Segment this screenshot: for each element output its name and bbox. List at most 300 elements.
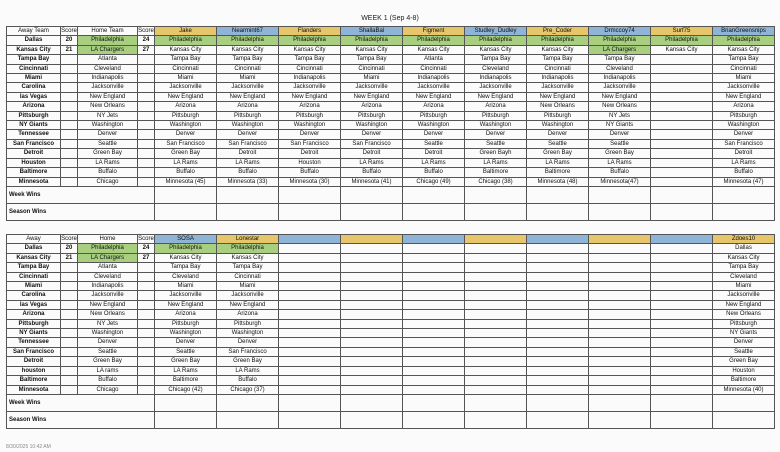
- pick-cell: Miami: [713, 74, 775, 83]
- away-score-cell: [61, 130, 78, 139]
- pick-cell: [465, 282, 527, 291]
- away-team-cell: San Francisco: [7, 347, 61, 356]
- home-score-cell: [138, 291, 155, 300]
- season-wins-cell: [403, 203, 465, 220]
- pick-cell: [403, 291, 465, 300]
- pick-cell: LA Rams: [403, 158, 465, 167]
- pick-cell: Jacksonville: [713, 291, 775, 300]
- pick-cell: Chicago (37): [217, 385, 279, 394]
- pick-cell: [279, 357, 341, 366]
- pick-cell: New England: [217, 92, 279, 101]
- away-score-cell: [61, 310, 78, 319]
- pick-cell: [279, 385, 341, 394]
- pick-cell: Chicago (42): [155, 385, 217, 394]
- pick-cell: Minnesota (41): [341, 177, 403, 186]
- pick-cell: Washington: [341, 121, 403, 130]
- pick-cell: Pittsburgh: [217, 111, 279, 120]
- home-score-cell: [138, 83, 155, 92]
- home-team-cell: LA rams: [78, 366, 138, 375]
- away-team-header: Away: [7, 235, 61, 244]
- pick-cell: Kansas City: [279, 45, 341, 54]
- pick-cell: Philadelphia: [589, 36, 651, 45]
- pick-cell: [651, 102, 713, 111]
- pick-cell: [465, 329, 527, 338]
- pick-cell: [341, 291, 403, 300]
- game-row: [7, 55, 775, 64]
- pick-cell: Buffalo: [279, 168, 341, 177]
- away-score-cell: [61, 149, 78, 158]
- week-wins-cell: [279, 394, 341, 411]
- pick-cell: [651, 111, 713, 120]
- away-team-cell: Tennessee: [7, 130, 61, 139]
- pick-cell: [589, 347, 651, 356]
- season-wins-cell: [279, 411, 341, 428]
- pick-cell: [279, 272, 341, 281]
- home-score-cell: [138, 111, 155, 120]
- pick-cell: New England: [713, 92, 775, 101]
- away-score-cell: 21: [61, 45, 78, 54]
- away-team-cell: Miami: [7, 74, 61, 83]
- pick-cell: [651, 177, 713, 186]
- pick-cell: Buffalo: [403, 168, 465, 177]
- home-team-header: Home: [78, 235, 138, 244]
- pick-cell: Cleveland: [589, 64, 651, 73]
- pick-cell: NY Jets: [589, 111, 651, 120]
- pick-cell: [527, 300, 589, 309]
- player-header: Lonestar: [217, 235, 279, 244]
- player-header: Studley_Dudley: [465, 27, 527, 36]
- home-score-cell: 27: [138, 253, 155, 262]
- player-header: [403, 235, 465, 244]
- pick-cell: LA Rams: [155, 158, 217, 167]
- pick-cell: LA Chargers: [589, 45, 651, 54]
- pick-cell: Buffalo: [217, 168, 279, 177]
- pick-cell: LA Rams: [713, 158, 775, 167]
- away-score-cell: [61, 92, 78, 101]
- pick-cell: Kansas City: [217, 45, 279, 54]
- pick-cell: Kansas City: [527, 45, 589, 54]
- pick-cell: Seattle: [403, 139, 465, 148]
- home-team-cell: Philadelphia: [78, 244, 138, 253]
- season-wins-cell: [155, 203, 217, 220]
- game-row: [7, 149, 775, 158]
- pick-cell: [341, 253, 403, 262]
- pick-cell: [403, 272, 465, 281]
- pick-cell: Baltimore: [527, 168, 589, 177]
- home-team-cell: Seattle: [78, 139, 138, 148]
- pick-cell: Minnesota (30): [279, 177, 341, 186]
- pick-cell: Pittsburgh: [403, 111, 465, 120]
- away-team-cell: Carolina: [7, 83, 61, 92]
- pick-cell: Jacksonville: [527, 83, 589, 92]
- home-score-cell: [138, 310, 155, 319]
- season-wins-cell: [217, 411, 279, 428]
- bottom-picks-table: [6, 234, 775, 429]
- away-team-cell: Kansas City: [7, 253, 61, 262]
- pick-cell: [403, 300, 465, 309]
- pick-cell: [527, 357, 589, 366]
- pick-cell: Minnesota (48): [527, 177, 589, 186]
- home-team-cell: Green Bay: [78, 149, 138, 158]
- season-wins-cell: [279, 203, 341, 220]
- home-team-cell: New England: [78, 300, 138, 309]
- pick-cell: [279, 376, 341, 385]
- pick-cell: Arizona: [217, 102, 279, 111]
- player-header: [341, 235, 403, 244]
- pick-cell: LA Rams: [217, 366, 279, 375]
- pick-cell: NY Giants: [713, 329, 775, 338]
- pick-cell: [403, 282, 465, 291]
- game-row: [7, 158, 775, 167]
- season-wins-cell: [589, 203, 651, 220]
- pick-cell: [465, 263, 527, 272]
- pick-cell: Indianapolis: [527, 74, 589, 83]
- pick-cell: Washington: [217, 329, 279, 338]
- game-row: [7, 329, 775, 338]
- pick-cell: San Francisco: [341, 139, 403, 148]
- home-team-cell: LA Rams: [78, 158, 138, 167]
- away-team-cell: Tennessee: [7, 338, 61, 347]
- pick-cell: [465, 253, 527, 262]
- week-wins-cell: [403, 394, 465, 411]
- pick-cell: [527, 263, 589, 272]
- home-score-header: Score: [138, 236, 154, 242]
- pick-cell: LA Rams: [527, 158, 589, 167]
- week-wins-cell: [465, 394, 527, 411]
- pick-cell: Pittsburgh: [217, 319, 279, 328]
- away-team-cell: Miami: [7, 282, 61, 291]
- pick-cell: [651, 55, 713, 64]
- home-team-cell: LA Chargers: [78, 253, 138, 262]
- home-score-cell: [138, 102, 155, 111]
- pick-cell: [651, 366, 713, 375]
- home-team-cell: LA Chargers: [78, 45, 138, 54]
- sheet-title: WEEK 1 (Sep 4-8): [361, 15, 419, 22]
- pick-cell: Kansas City: [341, 45, 403, 54]
- game-row: [7, 36, 775, 45]
- pick-cell: Washington: [279, 121, 341, 130]
- pick-cell: [589, 338, 651, 347]
- away-team-cell: houston: [7, 366, 61, 375]
- away-score-cell: [61, 102, 78, 111]
- pick-cell: [589, 319, 651, 328]
- pick-cell: [589, 282, 651, 291]
- home-team-cell: Philadelphia: [78, 36, 138, 45]
- pick-cell: [589, 357, 651, 366]
- home-team-cell: Atlanta: [78, 55, 138, 64]
- pick-cell: Arizona: [155, 310, 217, 319]
- away-team-cell: Cincinnati: [7, 272, 61, 281]
- home-team-cell: New Orleans: [78, 310, 138, 319]
- week-wins-cell: [403, 186, 465, 203]
- game-row: [7, 319, 775, 328]
- pick-cell: [465, 291, 527, 300]
- week-wins-cell: [713, 394, 775, 411]
- pick-cell: Washington: [155, 121, 217, 130]
- pick-cell: Philadelphia: [155, 36, 217, 45]
- pick-cell: Minnesota(47): [589, 177, 651, 186]
- away-team-cell: Tampa Bay: [7, 263, 61, 272]
- season-wins-row: [7, 203, 775, 220]
- pick-cell: Kansas City: [217, 253, 279, 262]
- game-row: [7, 121, 775, 130]
- game-row: [7, 45, 775, 54]
- away-score-cell: [61, 111, 78, 120]
- pick-cell: Indianapolis: [403, 74, 465, 83]
- away-team-cell: Kansas City: [7, 45, 61, 54]
- pick-cell: Cleveland: [713, 272, 775, 281]
- pick-cell: Seattle: [527, 139, 589, 148]
- pick-cell: [527, 272, 589, 281]
- pick-cell: Chicago (49): [403, 177, 465, 186]
- away-score-cell: [61, 139, 78, 148]
- home-score-cell: 24: [138, 36, 155, 45]
- home-team-cell: Denver: [78, 338, 138, 347]
- pick-cell: [651, 121, 713, 130]
- pick-cell: Kansas City: [155, 45, 217, 54]
- pick-cell: [651, 139, 713, 148]
- pick-cell: Washington: [403, 121, 465, 130]
- pick-cell: [527, 338, 589, 347]
- away-score-cell: [61, 272, 78, 281]
- pick-cell: [403, 385, 465, 394]
- season-wins-cell: [217, 203, 279, 220]
- pick-cell: [341, 347, 403, 356]
- home-score-cell: [138, 385, 155, 394]
- pick-cell: [527, 310, 589, 319]
- pick-cell: Detroit: [217, 149, 279, 158]
- player-header: Figment: [403, 27, 465, 36]
- pick-cell: San Francisco: [713, 139, 775, 148]
- pick-cell: Atlanta: [403, 55, 465, 64]
- away-score-cell: [61, 121, 78, 130]
- pick-cell: LA Rams: [155, 366, 217, 375]
- pick-cell: Jacksonville: [341, 83, 403, 92]
- home-team-cell: Chicago: [78, 385, 138, 394]
- pick-cell: Green Bay: [527, 149, 589, 158]
- pick-cell: Philadelphia: [527, 36, 589, 45]
- pick-cell: Philadelphia: [279, 36, 341, 45]
- pick-cell: Indianapolis: [465, 74, 527, 83]
- away-score-cell: [61, 300, 78, 309]
- pick-cell: [589, 300, 651, 309]
- pick-cell: [465, 347, 527, 356]
- pick-cell: Green Bay: [589, 149, 651, 158]
- pick-cell: [279, 263, 341, 272]
- pick-cell: [527, 385, 589, 394]
- pick-cell: [527, 347, 589, 356]
- away-team-cell: Arizona: [7, 102, 61, 111]
- pick-cell: [651, 168, 713, 177]
- game-row: [7, 92, 775, 101]
- player-header: Flanders: [279, 27, 341, 36]
- pick-cell: [651, 158, 713, 167]
- away-score-cell: 21: [61, 253, 78, 262]
- season-wins-cell: [651, 411, 713, 428]
- away-score-cell: [61, 168, 78, 177]
- pick-cell: Arizona: [341, 102, 403, 111]
- pick-cell: [279, 347, 341, 356]
- pick-cell: [403, 366, 465, 375]
- pick-cell: Buffalo: [589, 168, 651, 177]
- pick-cell: [341, 319, 403, 328]
- pick-cell: [279, 319, 341, 328]
- pick-cell: [403, 310, 465, 319]
- away-score-header: Score: [61, 236, 77, 242]
- player-header: [465, 235, 527, 244]
- away-score-cell: [61, 329, 78, 338]
- home-score-cell: [138, 300, 155, 309]
- home-score-cell: 24: [138, 244, 155, 253]
- away-team-cell: NY Giants: [7, 329, 61, 338]
- pick-cell: Washington: [155, 329, 217, 338]
- pick-cell: Buffalo: [713, 168, 775, 177]
- week-wins-cell: [589, 394, 651, 411]
- week-wins-cell: [527, 186, 589, 203]
- pick-cell: Jacksonville: [465, 83, 527, 92]
- pick-cell: Seattle: [589, 139, 651, 148]
- pick-cell: Cleveland: [465, 64, 527, 73]
- week-wins-cell: [155, 186, 217, 203]
- week-wins-cell: [341, 186, 403, 203]
- pick-cell: Arizona: [403, 102, 465, 111]
- pick-cell: [341, 300, 403, 309]
- away-score-cell: [61, 55, 78, 64]
- pick-cell: Jacksonville: [217, 291, 279, 300]
- home-team-cell: Green Bay: [78, 357, 138, 366]
- home-score-cell: [138, 92, 155, 101]
- pick-cell: [341, 366, 403, 375]
- pick-cell: Cincinnati: [341, 64, 403, 73]
- away-team-cell: Minnesota: [7, 177, 61, 186]
- pick-cell: Detroit: [713, 149, 775, 158]
- pick-cell: Seattle: [465, 139, 527, 148]
- pick-cell: Pittsburgh: [279, 111, 341, 120]
- pick-cell: Seattle: [155, 347, 217, 356]
- pick-cell: Philadelphia: [217, 36, 279, 45]
- game-row: [7, 272, 775, 281]
- home-score-cell: [138, 376, 155, 385]
- away-team-cell: Pittsburgh: [7, 319, 61, 328]
- home-score-cell: [138, 366, 155, 375]
- week-wins-cell: [465, 186, 527, 203]
- pick-cell: Cleveland: [155, 272, 217, 281]
- home-score-cell: [138, 272, 155, 281]
- pick-cell: Miami: [713, 282, 775, 291]
- pick-cell: [279, 282, 341, 291]
- home-score-cell: [138, 168, 155, 177]
- pick-cell: [403, 319, 465, 328]
- pick-cell: [651, 385, 713, 394]
- pick-cell: [651, 244, 713, 253]
- away-team-cell: Pittsburgh: [7, 111, 61, 120]
- pick-cell: [651, 64, 713, 73]
- pick-cell: Miami: [341, 74, 403, 83]
- pick-cell: NY Giants: [589, 121, 651, 130]
- home-team-cell: Washington: [78, 121, 138, 130]
- pick-cell: Baltimore: [465, 168, 527, 177]
- game-row: [7, 244, 775, 253]
- pick-cell: Washington: [217, 121, 279, 130]
- home-score-cell: [138, 158, 155, 167]
- week-wins-label: Week Wins: [7, 186, 155, 203]
- away-team-cell: Dallas: [7, 244, 61, 253]
- pick-cell: [651, 319, 713, 328]
- player-header: Surf75: [651, 27, 713, 36]
- pick-cell: [589, 376, 651, 385]
- pick-cell: Tampa Bay: [155, 263, 217, 272]
- home-score-cell: [138, 177, 155, 186]
- week-wins-row: [7, 186, 775, 203]
- home-team-cell: Jacksonville: [78, 83, 138, 92]
- season-wins-label: Season Wins: [7, 411, 155, 428]
- home-team-cell: New England: [78, 92, 138, 101]
- pick-cell: LA Rams: [341, 158, 403, 167]
- game-row: [7, 291, 775, 300]
- pick-cell: [341, 385, 403, 394]
- pick-cell: [465, 300, 527, 309]
- home-score-cell: [138, 74, 155, 83]
- game-row: [7, 357, 775, 366]
- player-header: Drmccoy74: [589, 27, 651, 36]
- away-team-cell: NY Giants: [7, 121, 61, 130]
- pick-cell: [279, 329, 341, 338]
- season-wins-cell: [651, 203, 713, 220]
- pick-cell: [341, 338, 403, 347]
- game-row: [7, 282, 775, 291]
- pick-cell: New Orleans: [713, 310, 775, 319]
- away-score-cell: [61, 64, 78, 73]
- print-timestamp: 8/30/2025 10:42 AM: [6, 444, 51, 450]
- pick-cell: Green Bay: [155, 149, 217, 158]
- pick-cell: Pittsburgh: [155, 111, 217, 120]
- game-row: [7, 300, 775, 309]
- pick-cell: [651, 310, 713, 319]
- away-score-cell: 20: [61, 244, 78, 253]
- pick-cell: Houston: [279, 158, 341, 167]
- pick-cell: [651, 83, 713, 92]
- pick-cell: [341, 310, 403, 319]
- pick-cell: Green Bay: [713, 357, 775, 366]
- game-row: [7, 130, 775, 139]
- pick-cell: Kansas City: [403, 45, 465, 54]
- home-team-cell: NY Jets: [78, 319, 138, 328]
- pick-cell: New England: [279, 92, 341, 101]
- pick-cell: Chicago (38): [465, 177, 527, 186]
- pick-cell: [465, 244, 527, 253]
- pick-cell: [403, 263, 465, 272]
- season-wins-cell: [341, 411, 403, 428]
- home-score-cell: [138, 347, 155, 356]
- pick-cell: [589, 272, 651, 281]
- pick-cell: Arizona: [279, 102, 341, 111]
- home-team-cell: Chicago: [78, 177, 138, 186]
- player-header: Zdoes10: [713, 235, 775, 244]
- pick-cell: Philadelphia: [403, 36, 465, 45]
- pick-cell: Washington: [527, 121, 589, 130]
- away-team-cell: Baltimore: [7, 376, 61, 385]
- pick-cell: [651, 347, 713, 356]
- pick-cell: [651, 92, 713, 101]
- game-row: [7, 83, 775, 92]
- week-wins-cell: [651, 394, 713, 411]
- pick-cell: [403, 338, 465, 347]
- player-header: SOSA: [155, 235, 217, 244]
- pick-cell: [279, 244, 341, 253]
- pick-cell: Cincinnati: [217, 272, 279, 281]
- pick-cell: [589, 385, 651, 394]
- pick-cell: New England: [465, 92, 527, 101]
